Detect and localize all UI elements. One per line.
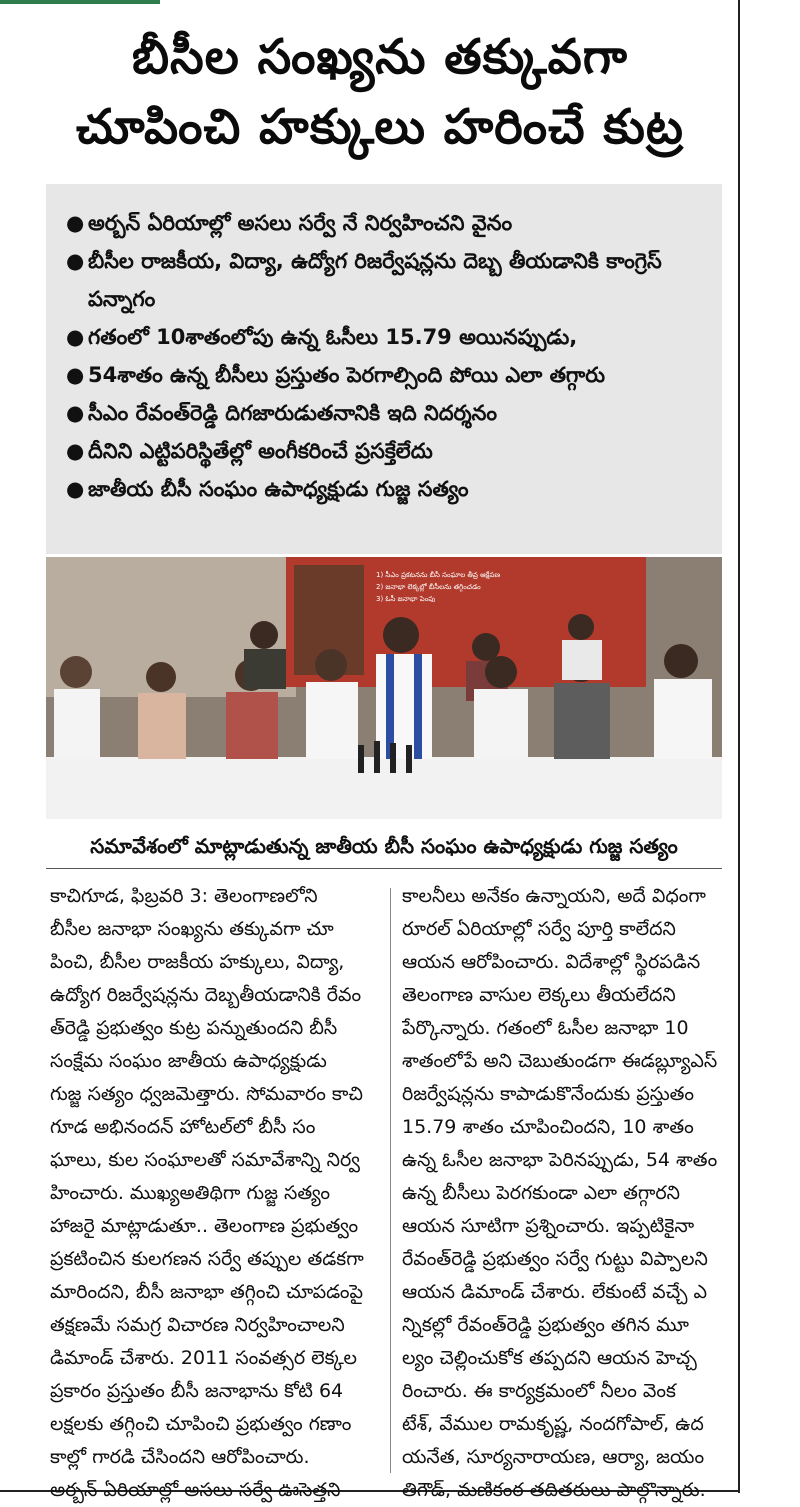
article-line: ఉద్యోగ రిజర్వేషన్లను దెబ్బతీయడానికి రేవం bbox=[50, 984, 362, 1006]
article-line: డిమాండ్ చేశారు. 2011 సంవత్సర లెక్కల bbox=[50, 1347, 357, 1369]
highlight-item: ● అర్బన్ ఏరియాల్లో అసలు సర్వే నే నిర్వహించని వైనం bbox=[66, 204, 708, 242]
article-line: రించారు. ఈ కార్యక్రమంలో నీలం వెంక bbox=[402, 1380, 676, 1402]
article-line: లక్షలకు తగ్గించి చూపించి ప్రభుత్వం గణాం bbox=[50, 1413, 352, 1435]
article-line: సంక్షేమ సంఘం జాతీయ ఉపాధ్యక్షుడు bbox=[50, 1050, 327, 1072]
article-line: తక్షణమే సమగ్ర విచారణ నిర్వహించాలని bbox=[50, 1314, 345, 1336]
article-line: కాల్లో గారడి చేసిందని ఆరోపించారు. bbox=[50, 1446, 310, 1468]
highlight-item: ● 54శాతం ఉన్న బీసీలు ప్రస్తుతం పెరగాల్సింది పోయి ఎలా తగ్గారు bbox=[66, 356, 708, 394]
article-line: గూడ అభినందన్ హోటల్‌లో బీసీ సం bbox=[50, 1116, 316, 1138]
article-line: ప్రకారం ప్రస్తుతం బీసీ జనాభాను కోటి 64 bbox=[50, 1380, 344, 1402]
highlight-item: ● బీసీల రాజకీయ, విద్యా, ఉద్యోగ రిజర్వేషన్లను దెబ్బ తీయడానికి కాంగ్రెస్ పన్నాగం bbox=[66, 242, 708, 318]
bullet-icon: ● bbox=[66, 363, 85, 387]
article-line: బీసీల జనాభా సంఖ్యను తక్కువగా చూ bbox=[50, 918, 334, 940]
column-divider bbox=[390, 888, 391, 1473]
article-line: రేవంత్‌రెడ్డి ప్రభుత్వం సర్వే గుట్టు విప్పాలని bbox=[402, 1248, 708, 1270]
article-line: కాచిగూడ, ఫిబ్రవరి 3: తెలంగాణలోని bbox=[50, 885, 318, 907]
article-left-column bbox=[50, 880, 380, 1501]
photo-table-cloth bbox=[46, 757, 722, 819]
banner-text-1: 1) సీఎం ప్రకటనను బీసీ సంఘాల తీవ్ర ఆక్షేపణ bbox=[376, 571, 501, 579]
article-line: తెలంగాణ వాసుల లెక్కలు తీయలేదని bbox=[402, 984, 676, 1006]
article-line: అర్బన్ ఏరియాల్లో అసలు సర్వే ఊసెత్తని bbox=[50, 1479, 341, 1501]
headline-line-1: బీసీల సంఖ్యను తక్కువగా bbox=[132, 29, 628, 85]
article-line: రిజర్వేషన్లను కాపాడుకొనేందుకు ప్రస్తుతం bbox=[402, 1083, 695, 1105]
article-line: పేర్కొన్నారు. గతంలో ఓసీల జనాభా 10 bbox=[402, 1017, 689, 1039]
article-line: ఆయన సూటిగా ప్రశ్నించారు. ఇప్పటికైనా bbox=[402, 1215, 695, 1237]
article-line: ఆయన డిమాండ్ చేశారు. లేకుంటే వచ్చే ఎ bbox=[402, 1281, 708, 1303]
banner-text-2: 2) జనాభా లెక్కల్లో బీసీలను తగ్గించడం bbox=[376, 583, 481, 591]
bullet-icon: ● bbox=[66, 325, 85, 349]
article-line: రూరల్ ఏరియాల్లో సర్వే పూర్తి కాలేదని bbox=[402, 918, 676, 940]
highlights-box bbox=[46, 184, 722, 554]
article-line: న్నికల్లో రేవంత్‌రెడ్డి ప్రభుత్వం తగిన మూ bbox=[402, 1314, 689, 1336]
headline bbox=[40, 22, 720, 162]
news-photo bbox=[46, 557, 722, 819]
bullet-icon: ● bbox=[66, 249, 85, 273]
article-line: ఘాలు, కుల సంఘాలతో సమావేశాన్ని నిర్వ bbox=[50, 1149, 360, 1171]
bullet-icon: ● bbox=[66, 477, 85, 501]
article-line: గుజ్జ సత్యం ధ్వజమెత్తారు. సోమవారం కాచి bbox=[50, 1083, 363, 1105]
bullet-icon: ● bbox=[66, 439, 85, 463]
article-line: ఉన్న బీసీలు పెరగకుండా ఎలా తగ్గారని bbox=[402, 1182, 680, 1204]
article-line: తిగౌడ్, మణికంఠ తదితరులు పాల్గొన్నారు. bbox=[402, 1479, 706, 1501]
highlight-item: ● జాతీయ బీసీ సంఘం ఉపాధ్యక్షుడు గుజ్జ సత్యం bbox=[66, 470, 708, 508]
article-line: కాలనీలు అనేకం ఉన్నాయని, అదే విధంగా bbox=[402, 885, 706, 907]
highlight-item: ● దీనిని ఎట్టిపరిస్థితేల్లో అంగీకరించే ప్రసక్తేలేదు bbox=[66, 432, 708, 470]
article-line: ఉన్న ఓసీల జనాభా పెరినప్పుడు, 54 శాతం bbox=[402, 1149, 718, 1171]
article-line: మారిందని, బీసీ జనాభా తగ్గించి చూపడంపై bbox=[50, 1281, 364, 1303]
article-line: త్‌రెడ్డి ప్రభుత్వం కుట్ర పన్నుతుందని బీసీ bbox=[50, 1017, 338, 1039]
frame-border-right bbox=[738, 0, 740, 1493]
article-line: హించారు. ముఖ్యఅతిథిగా గుజ్జ సత్యం bbox=[50, 1182, 330, 1204]
article-line: ప్రకటించిన కులగణన సర్వే తప్పుల తడకగా bbox=[50, 1248, 364, 1270]
article-line: యనేత, సూర్యనారాయణ, ఆర్యా, జయం bbox=[402, 1446, 705, 1468]
article-line: ఆయన ఆరోపించారు. విదేశాల్లో స్థిరపడిన bbox=[402, 951, 701, 973]
article-line: శాతంలోపే అని చెబుతుండగా ఈడబ్ల్యూఎస్ bbox=[402, 1050, 718, 1072]
article-line: ల్యం చెల్లించుకోక తప్పదని ఆయన హెచ్చ bbox=[402, 1347, 697, 1369]
article-right-column bbox=[402, 880, 732, 1501]
corner-accent-bar bbox=[0, 0, 160, 4]
banner-text-3: 3) ఓసీ జనాభా పెంపు bbox=[376, 595, 436, 603]
press-meet-photo-illustration bbox=[46, 557, 722, 819]
article-line: టేశ్, వేముల రామకృష్ణ, నందగోపాల్, ఉద bbox=[402, 1413, 704, 1435]
article-line: 15.79 శాతం చూపించిందని, 10 శాతం bbox=[402, 1116, 694, 1138]
photo-caption: సమావేశంలో మాట్లాడుతున్న జాతీయ బీసీ సంఘం ఉపాధ్యక్షుడు గుజ్జ సత్యం bbox=[46, 823, 722, 869]
highlight-item: ● సీఎం రేవంత్‌రెడ్డి దిగజారుడుతనానికి ఇది నిదర్శనం bbox=[66, 394, 708, 432]
article-line: హాజరై మాట్లాడుతూ.. తెలంగాణ ప్రభుత్వం bbox=[50, 1215, 359, 1237]
highlight-item: ● గతంలో 10శాతంలోపు ఉన్న ఓసీలు 15.79 అయినప్పుడు, bbox=[66, 318, 708, 356]
bullet-icon: ● bbox=[66, 211, 85, 235]
article-line: పించి, బీసీల రాజకీయ హక్కులు, విద్యా, bbox=[50, 951, 345, 973]
bullet-icon: ● bbox=[66, 401, 85, 425]
headline-line-2: చూపించి హక్కులు హరించే కుట్ర bbox=[76, 99, 684, 155]
